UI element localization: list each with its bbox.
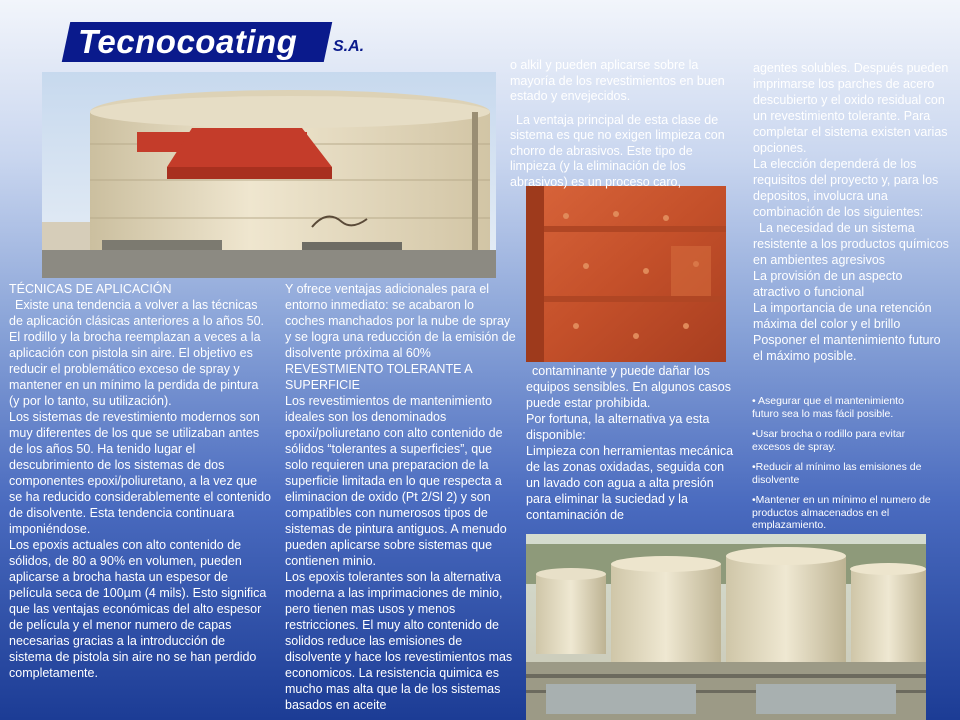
list-item: •Mantener en un mínimo el numero de productos almacenados en el emplazamiento. — [752, 494, 931, 531]
company-logo — [66, 22, 369, 62]
list-item: • Asegurar que el mantenimiento futuro sea lo mas fácil posible. — [752, 395, 904, 420]
paragraph: La ventaja principal de esta clase de sistema es que no exigen limpieza con chorro de abrasivos. Este tipo de limpieza (y la eliminación de los abrasivos) es un proceso caro, — [510, 112, 725, 189]
paragraph: La necesidad de un sistema resistente a los productos químicos en ambientes agresivos — [753, 221, 949, 267]
column-1 — [9, 281, 271, 681]
section-heading: TÉCNICAS DE APLICACIÓN — [9, 282, 172, 296]
logo-suffix: S.A. — [333, 38, 365, 55]
paragraph: contaminante y puede dañar los equipos sensibles. En algunos casos puede estar prohibida. — [526, 364, 731, 410]
bullet-list — [752, 395, 932, 540]
paragraph: Los epoxis actuales con alto contenido de sólidos, de 80 a 90% en volumen, pueden aplicarse a brocha hasta un espesor de película seca de 100µm (4 mils). Esto significa que las ventajas económicas del alto espesor de película y el menor numero de capas necesarias gracias a la introducción de sistema de pistola sin aire no se han perdido completamente. — [9, 538, 267, 680]
logo-name: Tecnocoating — [78, 23, 298, 60]
paragraph: Posponer el mantenimiento futuro el máximo posible. — [753, 333, 941, 363]
paragraph: La elección dependerá de los requisitos del proyecto y, para los depositos, involucra una combinación de los siguientes: — [753, 157, 939, 219]
paragraph: o alkil y pueden aplicarse sobre la mayoría de los revestimientos en buen estado y envejecidos. — [510, 58, 725, 103]
paragraph: La provisión de un aspecto atractivo o funcional — [753, 269, 903, 299]
rusty-steel-photo — [526, 186, 726, 362]
tank-photo — [42, 72, 496, 278]
paragraph: Los sistemas de revestimiento modernos son muy diferentes de los que se utilizaban antes de los años 50. Ha tenido lugar el descubrimiento de los sistemas de dos componentes epoxi/poliuretano, a la vez que se ha reducido considerablemente el contenido de disolvente. Esta tendencia continuara imponiéndose. — [9, 410, 271, 536]
paragraph: Limpieza con herramientas mecánica de las zonas oxidadas, seguida con un lavado con agua a alta presión para eliminar la suciedad y la contaminación de — [526, 444, 734, 522]
list-item: •Usar brocha o rodillo para evitar excesos de spray. — [752, 428, 906, 453]
tank-farm-photo — [526, 534, 926, 720]
paragraph: Los revestimientos de mantenimiento ideales son los denominados epoxi/poliuretano con alto contenido de sólidos “tolerantes a superficies”, que solo requieren una preparacion de la superficie limitada en lo que respecta a eliminacion de oxido (Pt 2/Sl 2) y son compatibles con numerosos tipos de sistemas de pintura antiguos. A menudo pueden aplicarse sobre sistemas que contienen minio. — [285, 394, 507, 568]
paragraph: Por fortuna, la alternativa ya esta disponible: — [526, 412, 710, 442]
column-3-top — [510, 58, 742, 190]
column-2 — [285, 281, 517, 713]
paragraph: Existe una tendencia a volver a las técnicas de aplicación clásicas anteriores a lo años 50. El rodillo y la brocha reemplazan a veces a la aplicación con pistola sin aire. El objetivo es reducir el problemático exceso de spray y mantener en un mínimo la perdida de pintura (y por lo tanto, su utilización). — [9, 298, 265, 408]
list-item: •Reducir al mínimo las emisiones de disolvente — [752, 461, 922, 486]
paragraph: Los epoxis tolerantes son la alternativa moderna a las imprimaciones de minio, pero tienen mas usos y menos restricciones. El muy alto contenido de solidos reduce las emisiones de disolvente y hace los revestimientos mas economicos. La resistencia quimica es mucho mas alta que la de los sistemas basados en aceite — [285, 570, 513, 712]
paragraph: Y ofrece ventajas adicionales para el entorno inmediato: se acabaron lo coches manchados por la nube de spray y se logra una reducción de la emisión de disolvente próxima al 60% — [285, 282, 516, 360]
column-4 — [753, 60, 953, 364]
paragraph: agentes solubles. Después pueden imprimarse los parches de acero descubierto y el oxido residual con un revestimiento tolerante. Para completar el sistema existen varias opciones. — [753, 61, 949, 155]
column-3-bottom — [526, 363, 734, 523]
paragraph: La importancia de una retención máxima del color y el brillo — [753, 301, 932, 331]
section-heading: REVESTMIENTO TOLERANTE A SUPERFICIE — [285, 362, 472, 392]
